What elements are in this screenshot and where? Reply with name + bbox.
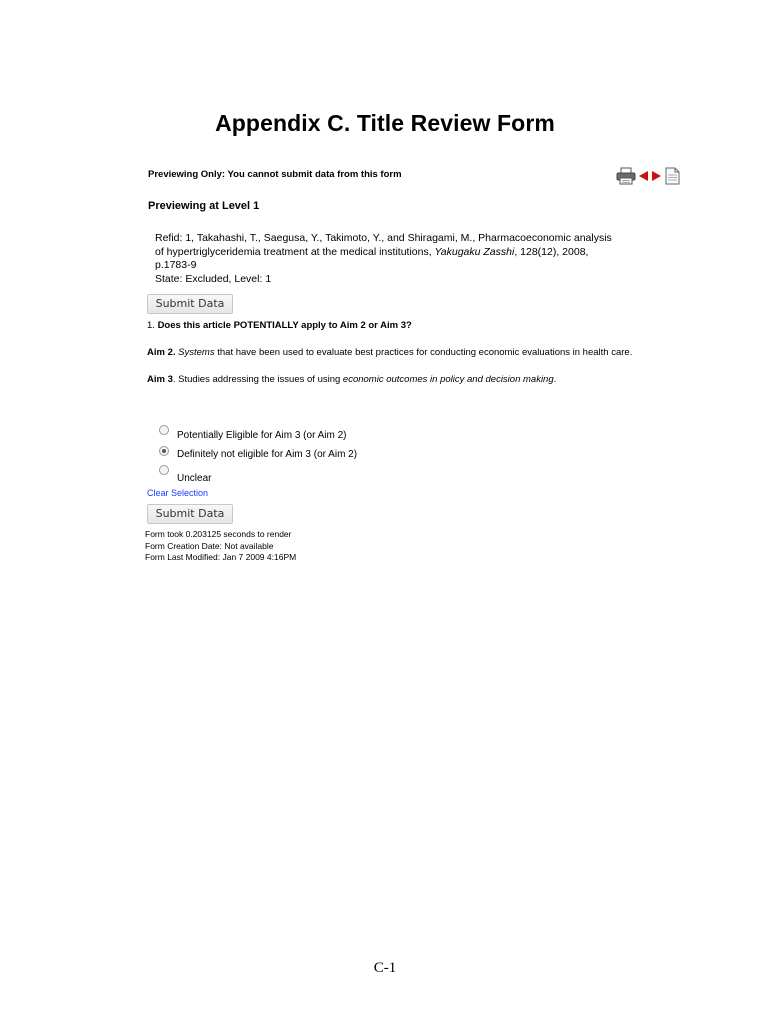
radio-potentially-eligible[interactable]: [159, 425, 169, 435]
submit-data-button-bottom[interactable]: Submit Data: [147, 504, 233, 524]
radio-unclear[interactable]: [159, 465, 169, 475]
citation: [155, 232, 655, 286]
question-number: 1.: [147, 320, 158, 331]
last-modified: Form Last Modified: Jan 7 2009 4:16PM: [145, 552, 297, 562]
option-potentially-eligible[interactable]: [159, 425, 347, 441]
creation-date: Form Creation Date: Not available: [145, 540, 274, 551]
option-label: Unclear: [177, 473, 212, 484]
aim-3-suffix: .: [553, 374, 557, 385]
aim-2-description: [147, 347, 632, 358]
citation-line-2: [155, 246, 655, 260]
radio-definitely-not-eligible[interactable]: [159, 446, 169, 456]
aim-2-text: that have been used to evaluate best practices for conducting economic evaluations in health care.: [214, 347, 633, 358]
journal-name: Yakugaku Zasshi: [434, 245, 515, 258]
aim-3-description: [147, 374, 556, 385]
option-definitely-not-eligible[interactable]: [159, 446, 357, 460]
arrow-left-icon[interactable]: [638, 169, 649, 187]
aim-2-label: Aim 2.: [147, 347, 176, 358]
preview-notice: Previewing Only: You cannot submit data from this form: [148, 169, 402, 180]
submit-data-button-top[interactable]: Submit Data: [147, 294, 233, 314]
citation-text: of hypertriglyceridemia treatment at the medical institutions,: [155, 245, 435, 258]
page-number: C-1: [373, 960, 397, 976]
citation-pages: p.1783-9: [155, 259, 197, 271]
option-unclear[interactable]: [159, 465, 211, 484]
citation-volume: , 128(12), 2008,: [514, 245, 589, 258]
question-1: [147, 320, 412, 331]
aim-3-label: Aim 3: [147, 374, 173, 385]
citation-state: State: Excluded, Level: 1: [155, 272, 272, 285]
arrow-right-icon[interactable]: [651, 169, 662, 187]
aim-2-italic: Systems: [178, 347, 215, 358]
page-title: Appendix C. Title Review Form: [215, 110, 555, 136]
option-label: Definitely not eligible for Aim 3 (or Aim 2): [177, 449, 358, 460]
render-time: Form took 0.203125 seconds to render: [145, 529, 292, 539]
aim-3-italic: economic outcomes in policy and decision making: [342, 374, 554, 385]
document-icon[interactable]: [664, 167, 680, 190]
option-label: Potentially Eligible for Aim 3 (or Aim 2): [177, 430, 347, 441]
toolbar: [616, 168, 680, 188]
form-info: [145, 529, 296, 564]
clear-selection-link[interactable]: Clear Selection: [147, 488, 209, 498]
aim-3-text: . Studies addressing the issues of using: [172, 374, 343, 385]
question-text: Does this article POTENTIALLY apply to Aim 2 or Aim 3?: [157, 320, 412, 331]
citation-line-1: Refid: 1, Takahashi, T., Saegusa, Y., Takimoto, Y., and Shiragami, M., Pharmacoeconomic analysis: [155, 232, 612, 244]
level-heading: Previewing at Level 1: [148, 200, 260, 212]
printer-icon[interactable]: [616, 167, 636, 190]
